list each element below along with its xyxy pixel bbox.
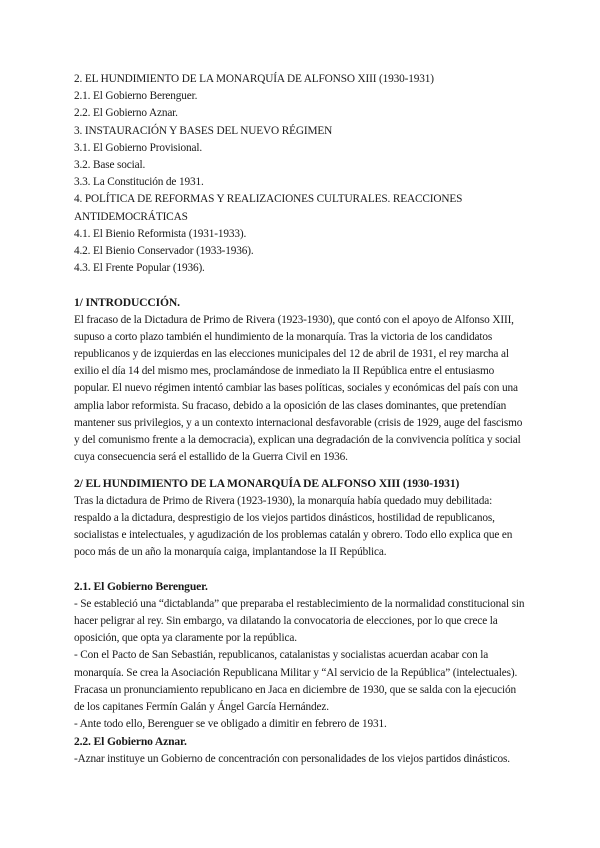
list-item: - Se estableció una “dictablanda” que preparaba el restablecimiento de la normalidad constitucional sin hacer peligrar al rey. Sin embargo, va dilatando la convocatoria de elecciones, por lo que crece la oposición, que opta ya claramente por la república. — [74, 597, 525, 645]
section-heading: 2/ EL HUNDIMIENTO DE LA MONARQUÍA DE ALFONSO XIII (1930-1931) — [74, 477, 460, 491]
toc-item: 3.1. El Gobierno Provisional. — [74, 141, 203, 154]
section-paragraph: El fracaso de la Dictadura de Primo de Rivera (1923-1930), que contó con el apoyo de Alfonso XIII, supuso a corto plazo también el hundimiento de la monarquía. Tras la victoria de los candidatos republicanos y de izquierdas en las elecciones municipales del 12 de abril de 1931, el rey marcha al exilio el día 14 del mismo mes, proclamándose de inmediato la II República entre el entusiasmo popular. El nuevo régimen intentó cambiar las bases políticas, sociales y económicas del país con una amplia labor reformista. Su fracaso, debido a la oposición de las clases dominantes, que pretendían mantener sus privilegios, y a un contexto internacional desfavorable (crisis de 1929, auge del fascismo y del comunismo frente a la democracia), explican una degradación de la convivencia política y social cuya consecuencia será el estallido de la Guerra Civil en 1936. — [74, 313, 523, 464]
section-heading: 1/ INTRODUCCIÓN. — [74, 296, 180, 310]
subsection-heading: 2.2. El Gobierno Aznar. — [74, 735, 187, 749]
toc-item: 3. INSTAURACIÓN Y BASES DEL NUEVO RÉGIMEN — [74, 124, 333, 137]
table-of-contents — [74, 71, 529, 277]
toc-item: 2. EL HUNDIMIENTO DE LA MONARQUÍA DE ALFONSO XIII (1930-1931) — [74, 73, 434, 85]
section-hundimiento — [74, 475, 529, 561]
subsection-heading: 2.1. El Gobierno Berenguer. — [74, 580, 208, 594]
section-paragraph: Tras la dictadura de Primo de Rivera (1923-1930), la monarquía había quedado muy debilitada: respaldo a la dictadura, desprestigio de los viejos partidos dinásticos, hostilidad de republicanos, socialistas e intelectuales, y agudización de los problemas catalán y obrero. Todo ello explica que en poco más de un año la monarquía caiga, implantandose la II República. — [74, 494, 513, 559]
toc-item: 4. POLÍTICA DE REFORMAS Y REALIZACIONES CULTURALES. REACCIONES ANTIDEMOCRÁTICAS — [74, 193, 463, 223]
document-content — [74, 71, 529, 768]
toc-item: 3.3. La Constitución de 1931. — [74, 176, 204, 189]
section-gobierno-berenguer — [74, 578, 529, 733]
toc-item: 3.2. Base social. — [74, 159, 146, 172]
list-item: -Aznar instituye un Gobierno de concentración con personalidades de los viejos partidos dinásticos. — [74, 752, 510, 765]
list-item: - Con el Pacto de San Sebastián, republicanos, catalanistas y socialistas acuerdan acabar con la monarquía. Se crea la Asociación Republicana Militar y “Al servicio de la República” (intelectuales). Fracasa un pronunciamiento republicano en Jaca en diciembre de 1930, que se salda con la ejecución de los capitanes Fermín Galán y Ángel García Hernández. — [74, 649, 518, 713]
toc-item: 4.1. El Bienio Reformista (1931-1933). — [74, 227, 247, 240]
list-item: - Ante todo ello, Berenguer se ve obligado a dimitir en febrero de 1931. — [74, 718, 387, 731]
section-introduccion — [74, 294, 529, 466]
toc-item: 2.1. El Gobierno Berenguer. — [74, 90, 198, 103]
toc-item: 4.2. El Bienio Conservador (1933-1936). — [74, 245, 254, 258]
toc-item: 4.3. El Frente Popular (1936). — [74, 262, 205, 275]
section-gobierno-aznar — [74, 733, 529, 767]
toc-item: 2.2. El Gobierno Aznar. — [74, 107, 178, 120]
